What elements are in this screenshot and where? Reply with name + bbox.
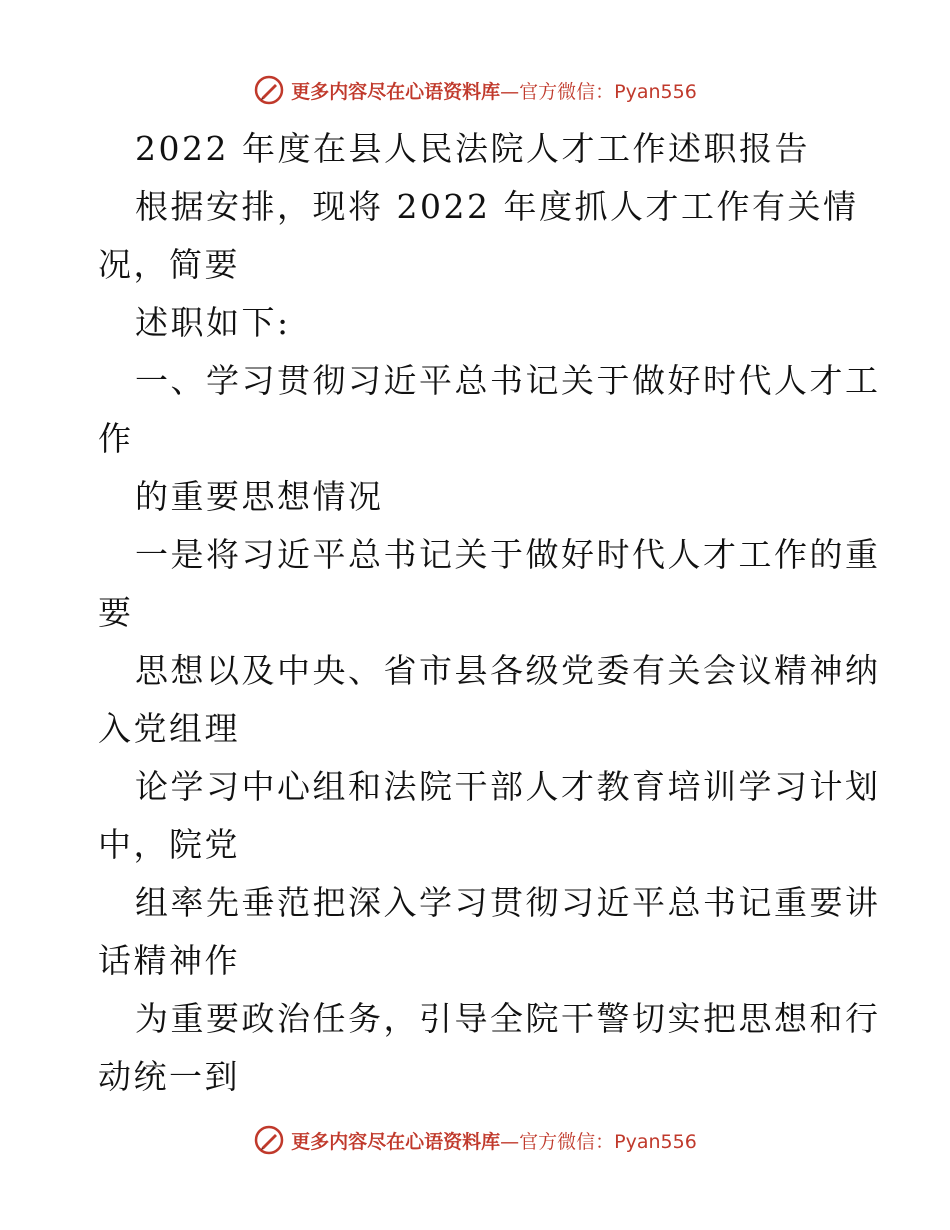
watermark-sub-text: —官方微信：Pyan556	[500, 1130, 697, 1153]
paragraph-line: 入党组理	[98, 709, 240, 748]
paragraph-line: 况，简要	[98, 245, 240, 284]
paragraph-line: 要	[98, 593, 134, 632]
document-body	[98, 120, 881, 1106]
document-title: 2022 年度在县人民法院人才工作述职报告	[135, 129, 810, 168]
watermark-sub-text: —官方微信：Pyan556	[500, 80, 697, 103]
paragraph-line: 为重要政治任务，引导全院干警切实把思想和行	[135, 999, 881, 1038]
section-heading-continued: 的重要思想情况	[135, 477, 384, 516]
paragraph-line: 组率先垂范把深入学习贯彻习近平总书记重要讲	[135, 883, 881, 922]
footer-watermark	[0, 1120, 950, 1160]
pen-logo-icon	[253, 1124, 285, 1156]
paragraph-line: 话精神作	[98, 941, 240, 980]
paragraph-line: 论学习中心组和法院干部人才教育培训学习计划	[135, 767, 881, 806]
section-heading-continued: 作	[98, 419, 134, 458]
paragraph-line: 动统一到	[98, 1057, 240, 1096]
watermark-main-text: 更多内容尽在心语资料库	[291, 80, 501, 103]
paragraph-line: 述职如下:	[135, 303, 291, 342]
pen-logo-icon	[253, 74, 285, 106]
paragraph-line: 中，院党	[98, 825, 240, 864]
paragraph-line: 思想以及中央、省市县各级党委有关会议精神纳	[135, 651, 881, 690]
watermark-main-text: 更多内容尽在心语资料库	[291, 1130, 501, 1153]
paragraph-line: 根据安排，现将 2022 年度抓人才工作有关情	[135, 187, 859, 226]
paragraph-line: 一是将习近平总书记关于做好时代人才工作的重	[135, 535, 881, 574]
header-watermark	[0, 70, 950, 110]
section-heading: 一、学习贯彻习近平总书记关于做好时代人才工	[135, 361, 881, 400]
